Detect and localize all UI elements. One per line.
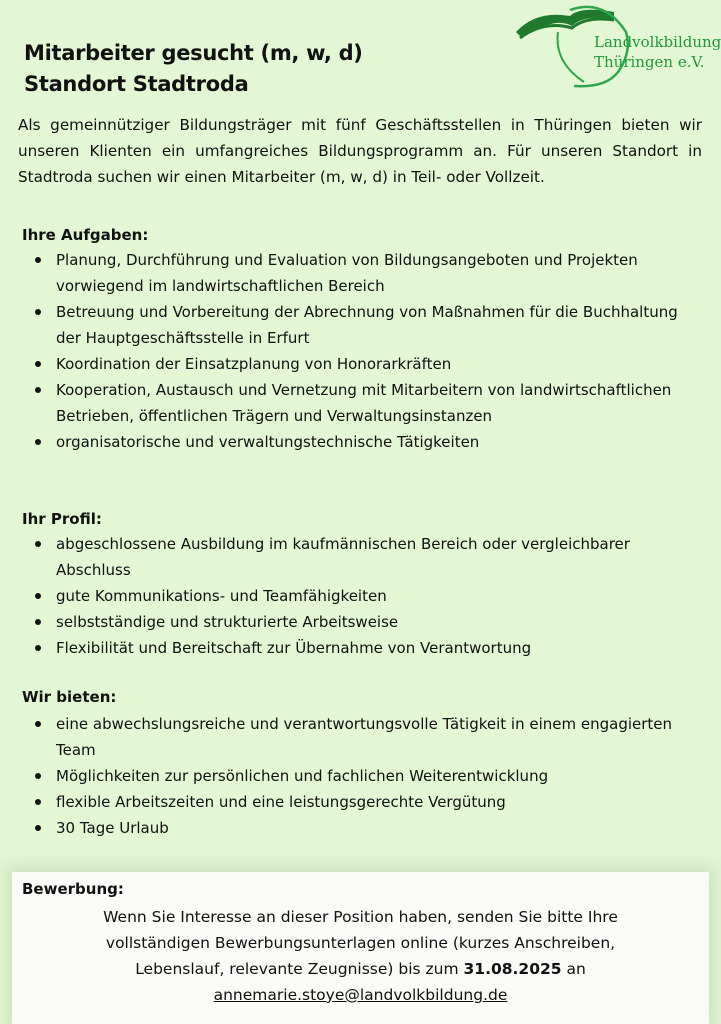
intro-paragraph: Als gemeinnütziger Bildungsträger mit fünf Geschäftsstellen in Thüringen bieten wir unseren Klienten ein umfangreiches Bildungsprogramm an. Für unseren Standort in Stadtroda suchen wir einen Mitarbeiter (m, w, d) in Teil- oder Vollzeit. <box>18 116 702 186</box>
application-line-3 <box>12 956 709 982</box>
title-line-1: Mitarbeiter gesucht (m, w, d) <box>24 41 363 65</box>
list-item: Planung, Durchführung und Evaluation von Bildungsangeboten und Projekten vorwiegend im landwirtschaftlichen Bereich <box>30 247 700 299</box>
list-item: abgeschlossene Ausbildung im kaufmännischen Bereich oder vergleichbarer Abschluss <box>30 531 700 583</box>
section-title-bieten: Wir bieten: <box>22 688 117 706</box>
application-text <box>12 904 709 1008</box>
logo-line-1: Landvolkbildung <box>594 33 721 51</box>
application-box <box>12 872 709 1024</box>
title-line-2: Standort Stadtroda <box>24 72 249 96</box>
application-line-1: Wenn Sie Interesse an dieser Position haben, senden Sie bitte Ihre <box>103 908 618 926</box>
application-line-3-prefix: Lebenslauf, relevante Zeugnisse) bis zum <box>135 960 464 978</box>
logo-text <box>594 32 721 72</box>
list-item: flexible Arbeitszeiten und eine leistungsgerechte Vergütung <box>30 789 700 815</box>
logo-line-2: Thüringen e.V. <box>594 53 705 71</box>
application-line-3-suffix: an <box>561 960 586 978</box>
list-item: gute Kommunikations- und Teamfähigkeiten <box>30 583 700 609</box>
list-item: organisatorische und verwaltungstechnische Tätigkeiten <box>30 429 700 455</box>
application-deadline: 31.08.2025 <box>463 960 562 978</box>
list-item: Koordination der Einsatzplanung von Honorarkräften <box>30 351 700 377</box>
list-item: Betreuung und Vorbereitung der Abrechnung von Maßnahmen für die Buchhaltung der Hauptgeschäftsstelle in Erfurt <box>30 299 700 351</box>
email-link[interactable]: annemarie.stoye@landvolkbildung.de <box>213 986 508 1004</box>
list-bieten <box>30 711 700 841</box>
application-email-line <box>12 982 709 1008</box>
list-item: Möglichkeiten zur persönlichen und fachlichen Weiterentwicklung <box>30 763 700 789</box>
section-title-aufgaben: Ihre Aufgaben: <box>22 226 149 244</box>
list-item: selbstständige und strukturierte Arbeitsweise <box>30 609 700 635</box>
list-item: Flexibilität und Bereitschaft zur Übernahme von Verantwortung <box>30 635 700 661</box>
page-title <box>24 38 363 100</box>
application-title: Bewerbung: <box>22 880 124 898</box>
list-item: Kooperation, Austausch und Vernetzung mit Mitarbeitern von landwirtschaftlichen Betrieben, öffentlichen Trägern und Verwaltungsinstanzen <box>30 377 700 429</box>
application-line-2: vollständigen Bewerbungsunterlagen online (kurzes Anschreiben, <box>105 934 616 952</box>
list-item: eine abwechslungsreiche und verantwortungsvolle Tätigkeit in einem engagierten Team <box>30 711 700 763</box>
list-profil <box>30 531 700 661</box>
list-aufgaben <box>30 247 700 455</box>
logo <box>514 2 721 88</box>
section-title-profil: Ihr Profil: <box>22 510 102 528</box>
list-item: 30 Tage Urlaub <box>30 815 700 841</box>
